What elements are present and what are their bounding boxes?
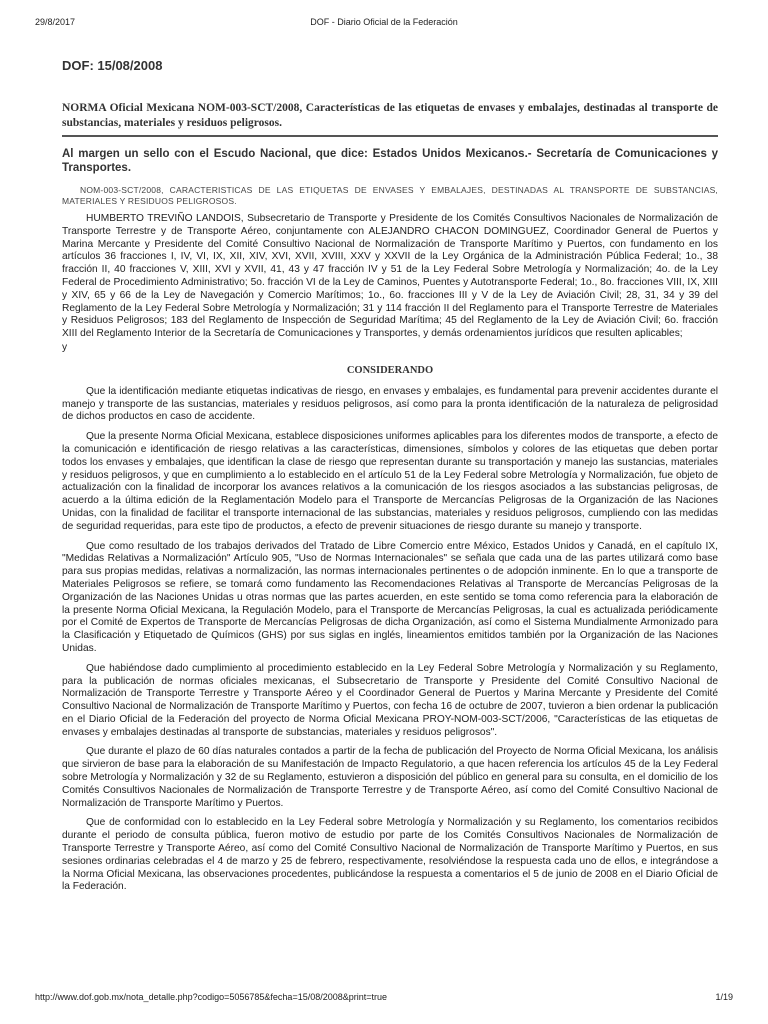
document-body [62, 58, 718, 901]
dof-date: DOF: 15/08/2008 [62, 58, 163, 73]
page-number: 1/19 [715, 992, 733, 1002]
considerando-heading: CONSIDERANDO [346, 364, 434, 376]
print-site-title: DOF - Diario Oficial de la Federación [310, 17, 458, 27]
margin-note: Al margen un sello con el Escudo Nacional, que dice: Estados Unidos Mexicanos.- Secretaría de Comunicaciones y Transportes. [62, 148, 718, 174]
title-divider [62, 135, 718, 137]
considerando-paragraph: Que de conformidad con lo establecido en la Ley Federal sobre Metrología y Normalización y su Reglamento, los comentarios recibidos durante el periodo de consulta pública, fueron motivo de estudio por parte de los Comités Consultivos Nacionales de Normalización de Transporte Terrestre y Transporte Aéreo, así como del Comité Consultivo Nacional de Normalización de Transporte Marítimo y Puertos, en sus sesiones ordinarias celebradas el 4 de marzo y 25 de febrero, respectivamente, resolviéndose la respuesta cada uno de ellos, e integrándose a la Norma Oficial Mexicana, las observaciones procedentes, publicándose la respuesta a comentarios el 5 de junio de 2008 en el Diario Oficial de la Federación. [62, 817, 718, 893]
intro-paragraph: HUMBERTO TREVIÑO LANDOIS, Subsecretario de Transporte y Presidente de los Comités Consultivos Nacionales de Normalización de Transporte Terrestre y de Transporte Aéreo, conjuntamente con ALEJANDRO CHACON DOMINGUEZ, Coordinador General de Puertos y Marina Mercante y Presidente del Comité Consultivo Nacional de Normalización de Transporte Marítimo y Puertos, con fundamento en los artículos 36 fracciones I, IV, VI, IX, XII, XIV, XVI, XVII, XVIII, XXV y XXVII de la Ley Orgánica de la Administración Pública Federal; 1o., 38 fracción II, 40 fracciones V, XIII, XVI y XVII, 41, 43 y 47 fracción IV y 51 de la Ley Federal Sobre Metrología y Normalización; 4o. de la Ley Federal de Procedimiento Administrativo; 5o. fracción VI de la Ley de Caminos, Puentes y Autotransporte Federal; 1o., 8o. fracciones VIII, IX, XIII y XIV, 65 y 66 de la Ley de Navegación y Comercio Marítimos; 1o., 6o. fracciones III y V de la Ley de Aviación Civil; 28, 31, 34 y 39 del Reglamento de la Ley Federal Sobre Metrología y Normalización; 31 y 114 fracción II del Reglamento para el Transporte Terrestre de Materiales y Residuos Peligrosos; 183 del Reglamento de Inspección de Seguridad Marítima; 45 del Reglamento de la Ley de Aviación Civil; 6o. fracción XIII del Reglamento Interior de la Secretaría de Comunicaciones y Transportes, y demás ordenamientos jurídicos que resulten aplicables; [62, 213, 718, 340]
norma-subtitle: NOM-003-SCT/2008, CARACTERISTICAS DE LAS ETIQUETAS DE ENVASES Y EMBALAJES, DESTINADAS AL TRANSPORTE DE SUBSTANCIAS, MATERIALES Y RESIDUOS PELIGROSOS. [62, 185, 718, 206]
norma-title: NORMA Oficial Mexicana NOM-003-SCT/2008, Características de las etiquetas de envases y embalajes, destinadas al transporte de substancias, materiales y residuos peligrosos. [62, 102, 718, 129]
print-header [0, 17, 768, 31]
considerando-paragraph: Que la identificación mediante etiquetas indicativas de riesgo, en envases y embalajes, es fundamental para prevenir accidentes durante el manejo y transporte de las sustancias, materiales y residuos peligrosos, así como para la pronta identificación de la naturaleza de peligrosidad de dichos productos en caso de accidente. [62, 385, 718, 423]
print-footer [0, 992, 768, 1006]
considerando-paragraph: Que como resultado de los trabajos derivados del Tratado de Libre Comercio entre México, Estados Unidos y Canadá, en el capítulo IX, "Medidas Relativas a Normalización" Artículo 905, "Uso de Normas Internacionales" se señala que cada una de las partes utilizará como base para sus propias medidas, relativas a normalización, las normas internacionales pertinentes o de adopción inminente. En lo que a transporte de Materiales Peligrosos se refiere, se tomará como fundamento las Recomendaciones Relativas al Transporte de Mercancías Peligrosas de la Organización de las Naciones Unidas u otras normas que las partes acuerden, en este sentido se toma como referencia para la elaboración de la presente Norma Oficial Mexicana, la Regulación Modelo, para el Transporte de Mercancías Peligrosas, la cual es actualizada periódicamente por el Comité de Expertos de Transporte de Mercancías Peligrosas de dicha Organización, así como el Sistema Mundialmente Armonizado para la Clasificación y Etiquetado de Químicos (GHS) por sus siglas en inglés, lineamientos emitidos también por la Organización de las Naciones Unidas. [62, 540, 718, 654]
considerando-paragraph: Que la presente Norma Oficial Mexicana, establece disposiciones uniformes aplicables para los diferentes modos de transporte, a efecto de la comunicación e identificación de riesgo relativas a las características, dimensiones, símbolos y colores de las etiquetas que deben portar todos los envases y embalajes, que identifican la clase de riesgo que representan durante su transportación y manejo las sustancias, materiales y residuos peligrosos, y que en cumplimiento a lo establecido en el artículo 51 de la Ley Federal sobre Metrología y Normalización, fue objeto de actualización con la finalidad de incorporar los avances relativos a la comunicación de los riesgos asociados a las substancias peligrosas, de acuerdo a la última edición de la Reglamentación Modelo para el Transporte de Mercancías Peligrosas de la Organización de las Naciones Unidas, con la finalidad de facilitar el transporte internacional de las substancias, materiales y residuos peligrosos, cumpliendo con las medidas de seguridad requeridas, para este tipo de productos, a efecto de prevenir situaciones de riesgo durante su manejo y transporte. [62, 431, 718, 532]
considerando-paragraph: Que habiéndose dado cumplimiento al procedimiento establecido en la Ley Federal Sobre Metrología y Normalización y su Reglamento, para la publicación de normas oficiales mexicanas, el Subsecretario de Transporte y Presidente del Comité Consultivo Nacional de Normalización de Transporte Terrestre y Transporte Aéreo y el Coordinador General de Puertos y Marina Mercante y Presidente del Comité Consultivo Nacional de Normalización de Transporte Marítimo y Puertos, con fecha 16 de octubre de 2007, tuvieron a bien ordenar la publicación en el Diario Oficial de la Federación del proyecto de Norma Oficial Mexicana PROY-NOM-003-SCT/2006, "Características de las etiquetas de envases y embalajes destinadas al transporte de substancias, materiales y residuos peligrosos". [62, 662, 718, 738]
print-date: 29/8/2017 [35, 17, 76, 27]
print-url: http://www.dof.gob.mx/nota_detalle.php?codigo=5056785&fecha=15/08/2008&print=true [35, 992, 388, 1002]
considerando-paragraph: Que durante el plazo de 60 días naturales contados a partir de la fecha de publicación del Proyecto de Norma Oficial Mexicana, los análisis que sirvieron de base para la elaboración de su Manifestación de Impacto Regulatorio, a que hacen referencia los artículos 45 de la Ley Federal sobre Metrología y Normalización y 32 de su Reglamento, estuvieron a disposición del público en general para su consulta, en el domicilio de los Comités Consultivos Nacionales de Normalización de Transporte Terrestre y de Transporte Aéreo, así como del Comité Consultivo Nacional de Normalización de Transporte Marítimo y Puertos. [62, 746, 718, 809]
intro-end: y [62, 341, 68, 353]
